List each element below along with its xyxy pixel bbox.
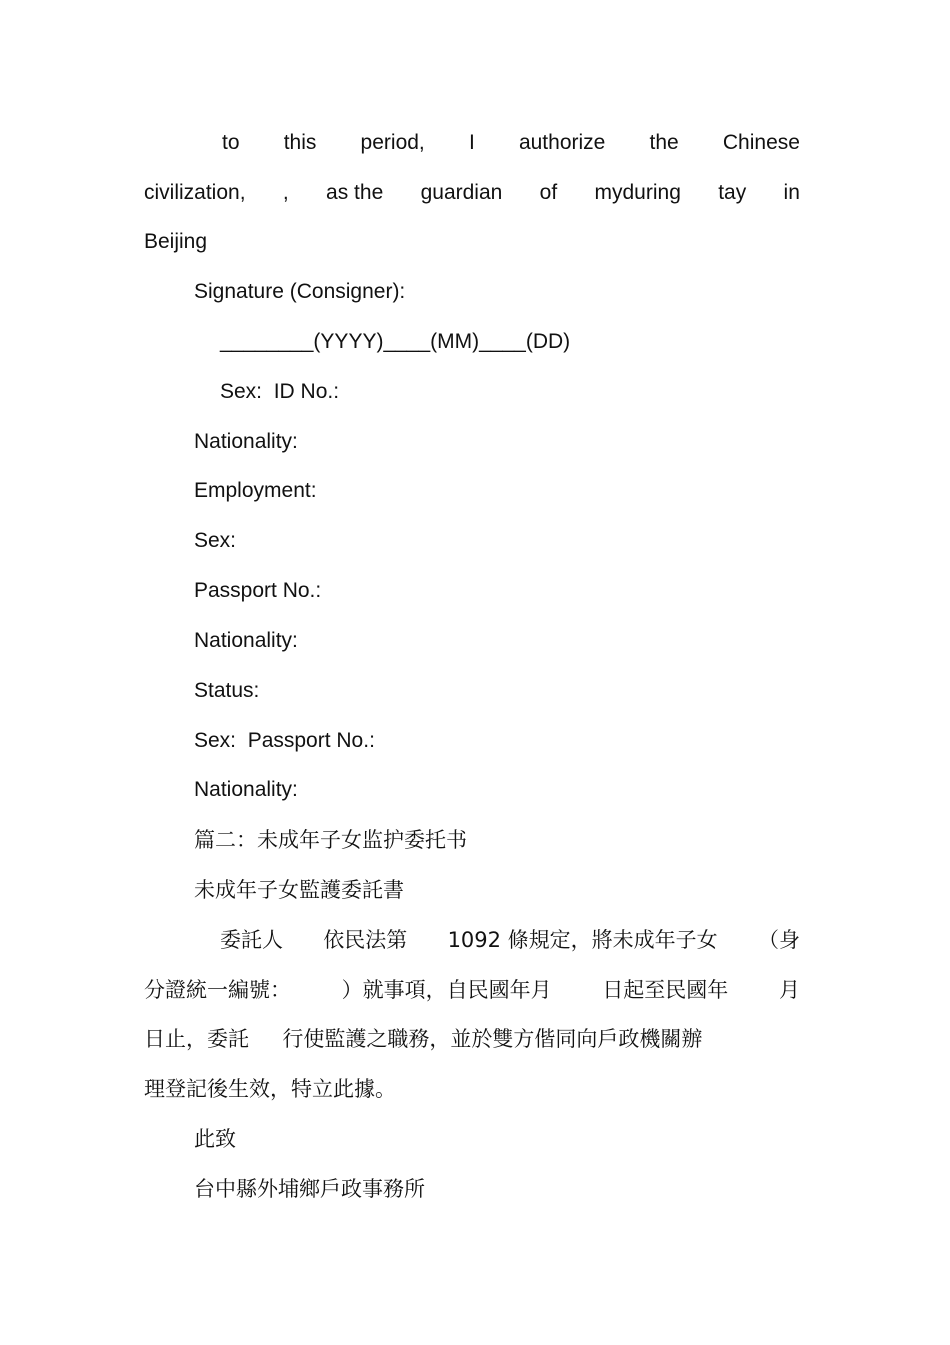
word: civilization, [144,181,246,204]
employment-field: Employment: [194,479,317,502]
text-segment: 日起至民國年 [602,978,729,1002]
signature-label: Signature (Consigner): [194,280,406,303]
word: in [783,181,800,204]
text-segment: 委託人 [220,928,283,952]
section-heading: 篇二：未成年子女监护委托书 [194,828,467,852]
sex-id-field: Sex: ID No.: [220,380,340,403]
paragraph-line-1 [222,130,800,156]
recipient: 台中縣外埔鄉戶政事務所 [194,1177,425,1201]
sex-passport-field: Sex: Passport No.: [194,729,375,752]
text-segment: 分證統一編號： [144,978,291,1002]
date-line: ________(YYYY)____(MM)____(DD) [220,330,571,353]
text-segment: 依民法第 [323,928,408,952]
word: authorize [518,131,606,154]
text-segment: 1092 條規定，將未成年子女 [447,928,718,952]
word: as the [326,181,384,204]
word: myduring [594,181,681,204]
word: of [539,181,558,204]
word: , [282,181,289,204]
word: tay [718,181,747,204]
paragraph-line-3: Beijing [144,230,208,253]
nationality-field: Nationality: [194,430,298,453]
text-segment: ）就事項，自民國年月 [341,978,552,1002]
word: the [649,131,679,154]
nationality-field: Nationality: [194,629,298,652]
text-segment: （身 [757,928,800,952]
word: period, [360,131,425,154]
nationality-field: Nationality: [194,778,298,801]
body-line-1 [220,927,800,953]
word: this [283,131,317,154]
body-line-2 [144,977,800,1003]
body-line-4: 理登記後生效，特立此據。 [144,1077,396,1101]
paragraph-line-2 [144,180,800,206]
closing: 此致 [194,1127,236,1151]
sex-field: Sex: [194,529,237,552]
word: Chinese [722,131,800,154]
passport-field: Passport No.: [194,579,322,602]
word: I [468,131,475,154]
text-segment: 月 [778,978,800,1002]
word: guardian [420,181,503,204]
body-line-3: 日止，委託 行使監護之職務，並於雙方偕同向戶政機關辦 [144,1027,703,1051]
status-field: Status: [194,679,260,702]
document-title: 未成年子女監護委託書 [194,878,404,902]
word: to [222,131,240,154]
